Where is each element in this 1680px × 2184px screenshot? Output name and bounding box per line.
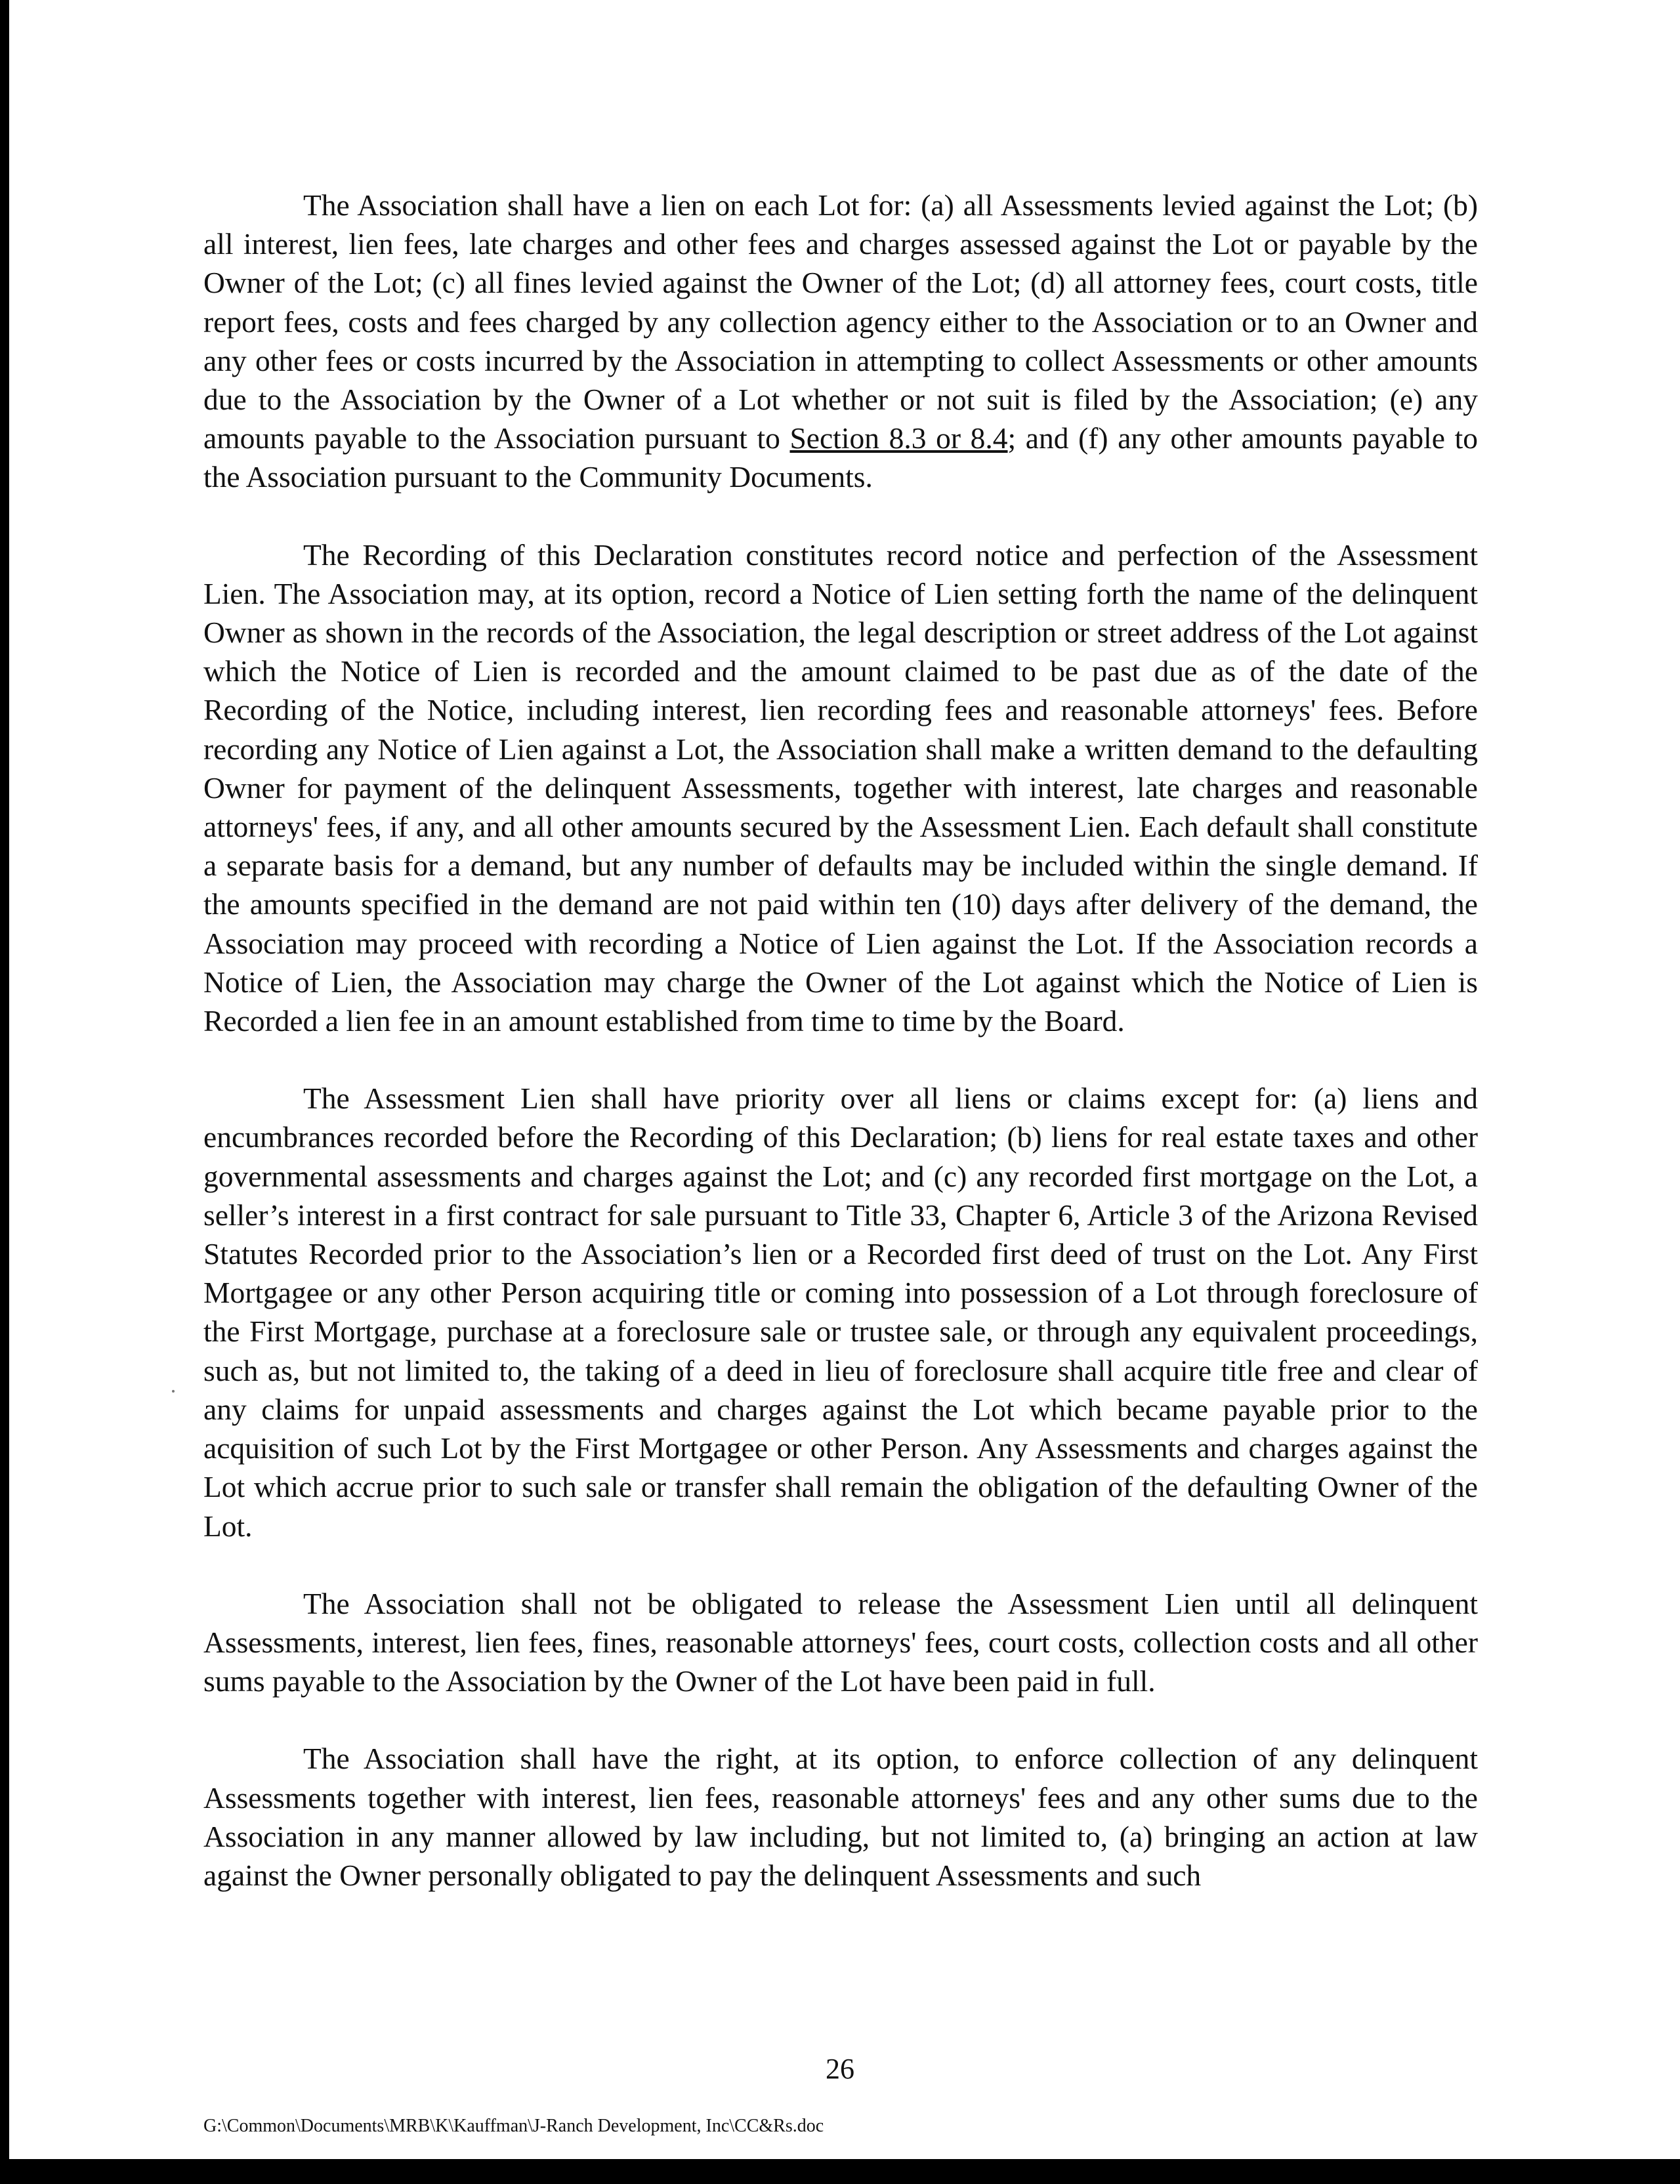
paragraph-lien-release — [203, 1584, 1478, 1701]
paragraph-text: The Association shall not be obligated to release the Assessment Lien until all delinquent Assessments, interest, lien fees, fines, reasonable attorneys' fees, court costs, collection costs and all other sums payable to the Association by the Owner of the Lot have been paid in full. — [203, 1586, 1478, 1698]
paragraph-notice-of-lien — [203, 536, 1478, 1041]
paragraph-enforcement — [203, 1739, 1478, 1895]
footer-file-path: G:\Common\Documents\MRB\K\Kauffman\J-Ranch Development, Inc\CC&Rs.doc — [203, 2116, 824, 2136]
paragraph-text: The Association shall have a lien on each Lot for: (a) all Assessments levied against the Lot; (b) all interest, lien fees, late charges and other fees and charges assessed against the Lot or payable by the Owner of the Lot; (c) all fines levied against the Owner of the Lot; (d) all attorney fees, court costs, title report fees, costs and fees charged by any collection agency either to the Association or to an Owner and any other fees or costs incurred by the Association in attempting to collect Assessments or other amounts due to the Association by the Owner of a Lot whether or not suit is filed by the Association; (e) any amounts payable to the Association pursuant to — [203, 188, 1478, 455]
paragraph-text: ; and (f) any other amounts payable to the Association pursuant to the Community Documents. — [203, 421, 1478, 494]
paragraph-lien-scope — [203, 186, 1478, 497]
paragraph-text: The Association shall have the right, at its option, to enforce collection of any delinquent Assessments together with interest, lien fees, reasonable attorneys' fees and any other sums due to the Association in any manner allowed by law including, but not limited to, (a) bringing an action at law against the Owner personally obligated to pay the delinquent Assessments and such — [203, 1742, 1478, 1892]
scan-left-border — [0, 0, 9, 2184]
document-body — [203, 186, 1478, 1933]
paragraph-text: The Assessment Lien shall have priority over all liens or claims except for: (a) liens and encumbrances recorded before the Recording of this Declaration; (b) liens for real estate taxes and other governmental assessments and charges against the Lot; and (c) any recorded first mortgage on the Lot, a seller’s interest in a first contract for sale pursuant to Title 33, Chapter 6, Article 3 of the Arizona Revised Statutes Recorded prior to the Association’s lien or a Recorded first deed of trust on the Lot. Any First Mortgagee or any other Person acquiring title or coming into possession of a Lot through foreclosure of the First Mortgage, purchase at a foreclosure sale or trustee sale, or through any equivalent proceedings, such as, but not limited to, the taking of a deed in lieu of foreclosure shall acquire title free and clear of any claims for unpaid assessments and charges against the Lot which became payable prior to the acquisition of such Lot by the First Mortgagee or other Person. Any Assessments and charges against the Lot which accrue prior to such sale or transfer shall remain the obligation of the defaulting Owner of the Lot. — [203, 1082, 1478, 1543]
page-number: 26 — [826, 2053, 854, 2085]
scan-bottom-border — [0, 2159, 1680, 2184]
paragraph-text: The Recording of this Declaration constitutes record notice and perfection of the Assessment Lien. The Association may, at its option, record a Notice of Lien setting forth the name of the delinquent Owner as shown in the records of the Association, the legal description or street address of the Lot against which the Notice of Lien is recorded and the amount claimed to be past due as of the date of the Recording of the Notice, including interest, lien recording fees and reasonable attorneys' fees. Before recording any Notice of Lien against a Lot, the Association shall make a written demand to the defaulting Owner for payment of the delinquent Assessments, together with interest, late charges and reasonable attorneys' fees, if any, and all other amounts secured by the Assessment Lien. Each default shall constitute a separate basis for a demand, but any number of defaults may be included within the single demand. If the amounts specified in the demand are not paid within ten (10) days after delivery of the demand, the Association may proceed with recording a Notice of Lien against the Lot. If the Association records a Notice of Lien, the Association may charge the Owner of the Lot against which the Notice of Lien is Recorded a lien fee in an amount established from time to time by the Board. — [203, 537, 1478, 1038]
paragraph-lien-priority — [203, 1079, 1478, 1545]
section-reference: Section 8.3 or 8.4 — [789, 421, 1008, 455]
scan-speck — [172, 1390, 175, 1393]
